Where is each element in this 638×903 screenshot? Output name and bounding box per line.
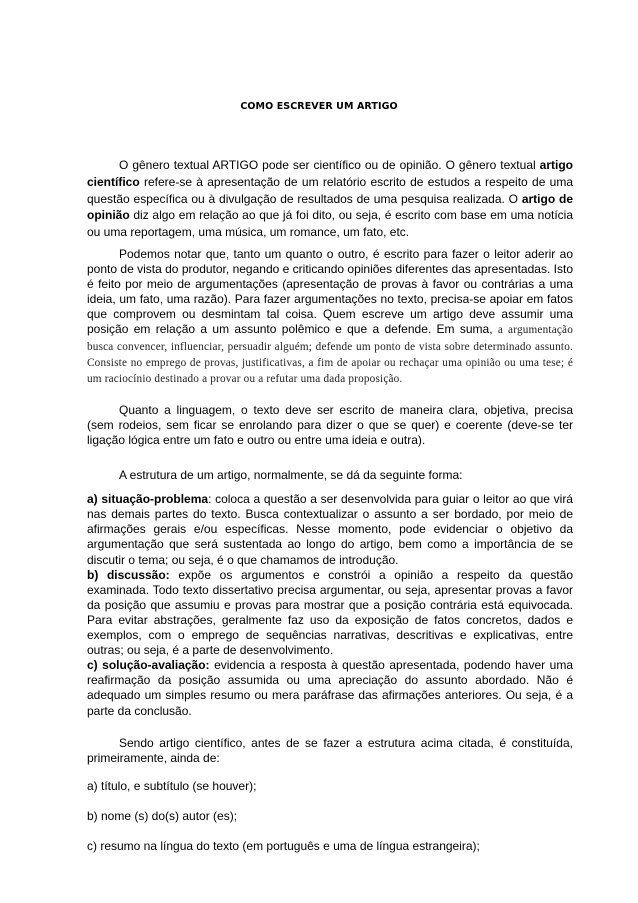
bold-term-artigo-de-opiniao: artigo de opinião (87, 191, 573, 223)
section-label: b) discussão: (87, 567, 170, 582)
document-body (87, 157, 573, 869)
section-situacao-problema: a) situação-problema: coloca a questão a ser desenvolvida para guiar o leitor ao que virá nas demais partes do texto. Busca contextualizar o assunto a ser bordado, por meio de afirmações gerais e/ou específicas. Nesse momento, pode evidenciar o objetivo da argumentação que será sustentada ao longo do artigo, bem como a importância de se discutir o tema; ou seja, é o que chamamos de introdução. (87, 492, 573, 567)
list-item: c) resumo na língua do texto (em português e uma de língua estrangeira); (87, 838, 480, 853)
section-discussao: b) discussão: expõe os argumentos e constrói a opinião a respeito da questão examinada. Todo texto dissertativo precisa argumentar, ou seja, apresentar provas a favor da posição que assumiu e provas para mostrar que a posição contrária está equivocada. Para evitar abstrações, geralmente faz uso da exposição de fatos concretos, dados e exemplos, com o emprego de sequências narrativas, descritivas e explicativas, entre outras; ou seja, é a parte de desenvolvimento. (87, 567, 573, 658)
section-label: a) situação-problema (87, 492, 209, 507)
section-label: c) solução-avaliação: (87, 658, 210, 673)
paragraph-language: Quanto a linguagem, o texto deve ser escrito de maneira clara, objetiva, precisa (sem rodeios, sem ficar se enrolando para dizer o que se quer) e coerente (deve-se ter ligação lógica entre um fato e outro ou entre uma ideia e outra). (87, 402, 573, 448)
paragraph-structure-intro: A estrutura de um artigo, normalmente, se dá da seguinte forma: (119, 468, 463, 483)
document-title: COMO ESCREVER UM ARTIGO (240, 101, 398, 112)
list-item: b) nome (s) do(s) autor (es); (87, 808, 238, 823)
list-item: a) título, e subtítulo (se houver); (87, 778, 257, 793)
bold-term-artigo-cientifico: artigo científico (87, 158, 573, 189)
paragraph-intro: O gênero textual ARTIGO pode ser científico ou de opinião. O gênero textual artigo científico refere-se à apresentação de um relatório escrito de estudos a respeito de uma questão específica ou à divulgação de resultados de uma pesquisa realizada. O artigo de opinião diz algo em relação ao que já foi dito, ou seja, é escrito com base em uma notícia ou uma reportagem, uma música, um romance, um fato, etc. (87, 158, 573, 240)
argumentation-definition: a argumentação busca convencer, influenciar, persuadir alguém; defende um ponto de vista sobre determinado assunto. Consiste no emprego de provas, justificativas, a fim de apoiar ou rechaçar uma opinião ou uma tese; é um raciocínio destinado a provar ou a refutar uma dada proposição. (87, 324, 573, 385)
section-solucao-avaliacao: c) solução-avaliação: evidencia a resposta à questão apresentada, podendo haver uma reafirmação da posição assumida ou uma apreciação do assunto abordado. Não é adequado um simples resumo ou mera paráfrase das afirmações anteriores. Ou seja, é a parte da conclusão. (87, 658, 573, 718)
paragraph-scientific: Sendo artigo científico, antes de se fazer a estrutura acima citada, é constituída, primeiramente, ainda de: (87, 735, 573, 765)
paragraph-argumentation: Podemos notar que, tanto um quanto o outro, é escrito para fazer o leitor aderir ao ponto de vista do produtor, negando e criticando opiniões diferentes das apresentadas. Isto é feito por meio de argumentações (apresentação de provas à favor ou contrárias a uma ideia, um fato, uma razão). Para fazer argumentações no texto, precisa-se apoiar em fatos que comprovem ou desmintam tal coisa. Quem escreve um artigo deve assumir uma posição em relação a um assunto polêmico e que a defende. Em suma, a argumentação busca convencer, influenciar, persuadir alguém; defende um ponto de vista sobre determinado assunto. Consiste no emprego de provas, justificativas, a fim de apoiar ou rechaçar uma opinião ou uma tese; é um raciocínio destinado a provar ou a refutar uma dada proposição. (87, 246, 573, 385)
